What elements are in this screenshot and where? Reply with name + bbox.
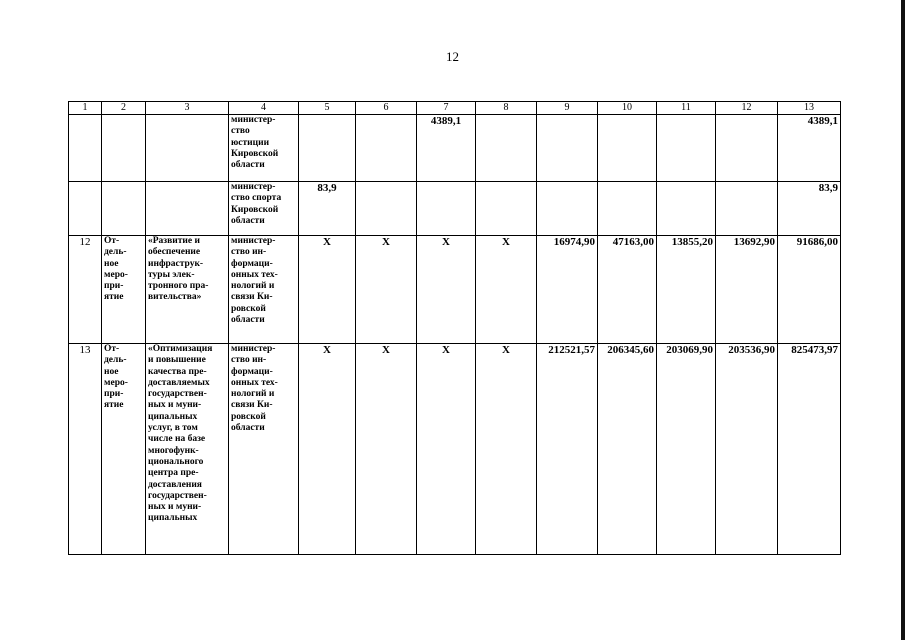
table-cell — [356, 182, 417, 236]
page-edge-shadow — [901, 0, 905, 640]
table-cell — [716, 182, 778, 236]
column-header: 8 — [476, 102, 537, 115]
column-header: 3 — [146, 102, 229, 115]
table-cell — [146, 115, 229, 182]
total-cell: 4389,1 — [778, 115, 841, 182]
table-cell — [102, 182, 146, 236]
table-cell — [69, 182, 102, 236]
table-cell — [299, 115, 356, 182]
value-cell: 203536,90 — [716, 344, 778, 555]
table-cell — [537, 115, 598, 182]
executor-cell: министер- ство ин- формаци- онных тех- нологий и связи Ки- ровской области — [229, 236, 299, 344]
value-cell: 212521,57 — [537, 344, 598, 555]
table-row — [69, 182, 841, 236]
x-mark-cell: Х — [356, 344, 417, 555]
table-cell — [657, 182, 716, 236]
column-header: 10 — [598, 102, 657, 115]
x-mark-cell: Х — [356, 236, 417, 344]
table-cell — [102, 115, 146, 182]
table-cell — [356, 115, 417, 182]
x-mark-cell: Х — [417, 236, 476, 344]
table-row — [69, 344, 841, 555]
column-header: 9 — [537, 102, 598, 115]
table-cell — [657, 115, 716, 182]
value-cell: 4389,1 — [417, 115, 476, 182]
column-header: 1 — [69, 102, 102, 115]
activity-name-cell: «Развитие и обеспечение инфраструк- туры элек- тронного пра- вительства» — [146, 236, 229, 344]
page-number: 12 — [446, 49, 459, 64]
executor-cell: министер- ство спорта Кировской области — [229, 182, 299, 236]
value-cell: 203069,90 — [657, 344, 716, 555]
total-cell: 91686,00 — [778, 236, 841, 344]
value-cell: 47163,00 — [598, 236, 657, 344]
column-header: 6 — [356, 102, 417, 115]
row-number: 12 — [69, 236, 102, 344]
table-cell — [417, 182, 476, 236]
value-cell: 13692,90 — [716, 236, 778, 344]
value-cell: 206345,60 — [598, 344, 657, 555]
x-mark-cell: Х — [476, 344, 537, 555]
x-mark-cell: Х — [476, 236, 537, 344]
table-row — [69, 236, 841, 344]
column-header: 4 — [229, 102, 299, 115]
table-cell — [146, 182, 229, 236]
column-header: 11 — [657, 102, 716, 115]
column-header: 5 — [299, 102, 356, 115]
budget-table — [68, 101, 841, 555]
total-cell: 83,9 — [778, 182, 841, 236]
table-row — [69, 115, 841, 182]
status-cell: От- дель- ное меро- при- ятие — [102, 344, 146, 555]
row-number: 13 — [69, 344, 102, 555]
table-cell — [598, 182, 657, 236]
x-mark-cell: Х — [299, 236, 356, 344]
table-cell — [598, 115, 657, 182]
activity-name-cell: «Оптимизация и повышение качества пре- доставляемых государствен- ных и муни- ципальных услуг, в том числе на базе многофунк- ционального центра пре- доставления государствен- ных и муни- ципальных — [146, 344, 229, 555]
table-cell — [476, 115, 537, 182]
executor-cell: министер- ство юстиции Кировской области — [229, 115, 299, 182]
value-cell: 16974,90 — [537, 236, 598, 344]
table-cell — [69, 115, 102, 182]
column-header: 13 — [778, 102, 841, 115]
column-header: 2 — [102, 102, 146, 115]
table-cell — [476, 182, 537, 236]
status-cell: От- дель- ное меро- при- ятие — [102, 236, 146, 344]
x-mark-cell: Х — [299, 344, 356, 555]
column-header: 7 — [417, 102, 476, 115]
table-cell — [537, 182, 598, 236]
table-cell — [716, 115, 778, 182]
x-mark-cell: Х — [417, 344, 476, 555]
header-row — [69, 102, 841, 115]
value-cell: 83,9 — [299, 182, 356, 236]
value-cell: 13855,20 — [657, 236, 716, 344]
total-cell: 825473,97 — [778, 344, 841, 555]
column-header: 12 — [716, 102, 778, 115]
executor-cell: министер- ство ин- формаци- онных тех- нологий и связи Ки- ровской области — [229, 344, 299, 555]
